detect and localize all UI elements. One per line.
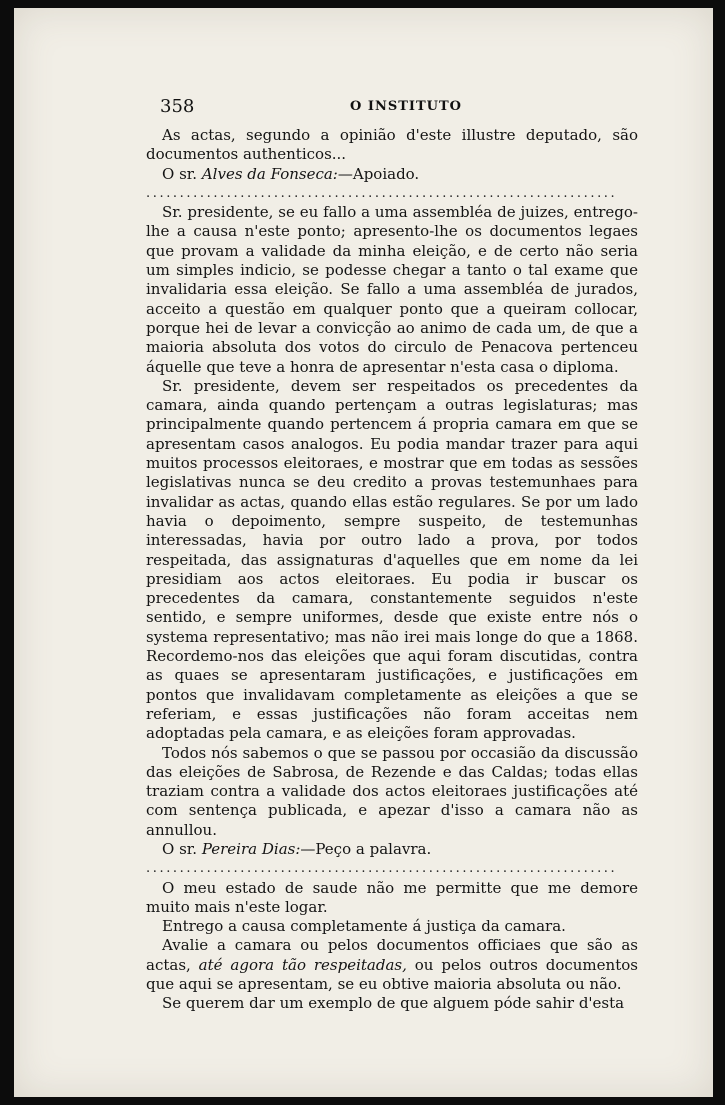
speaker-name: Alves da Fonseca: xyxy=(201,164,338,183)
paragraph: Sr. presidente, se eu fallo a uma assembléa de juizes, entrego-lhe a causa n'este ponto; apresento-lhe os documentos legaes que provam a validade da minha eleição, e de certo não seria um simples indicio, se podesse chegar a tanto o tal exame que invalidaria essa eleição. Se fallo a uma assembléa de jurados, acceito a questão em qualquer ponto que a queiram collocar, porque hei de levar a convicção ao animo de cada um, de que a maioria absoluta dos votos do circulo de Penacova pertenceu áquelle que teve a honra de apresentar n'esta casa o diploma. xyxy=(146,203,638,376)
paragraph: As actas, segundo a opinião d'este illustre deputado, são documentos authenticos... xyxy=(146,126,638,164)
paragraph: O meu estado de saude não me permitte que me demore muito mais n'este logar. xyxy=(146,878,638,916)
remark-text: —Peço a palavra. xyxy=(300,839,432,858)
paragraph: Todos nós sabemos o que se passou por occasião da discussão das eleições de Sabrosa, de Rezende e das Caldas; todas ellas traziam contra a validade dos actos eleitoraes justificações até com sentença publicada, e apezar d'isso a camara não as annullou. xyxy=(146,743,638,839)
page-header xyxy=(160,96,652,122)
remark-text: —Apoiado. xyxy=(337,164,420,183)
text-span: ou pelos outros documentos que aqui se apresentam, se eu obtive maioria absoluta ou não. xyxy=(146,955,638,994)
running-title: O INSTITUTO xyxy=(350,99,462,114)
italic-phrase: até agora tão respeitadas, xyxy=(198,955,407,974)
speaker-remark xyxy=(146,165,638,184)
speaker-name: Pereira Dias: xyxy=(201,839,301,858)
paragraph: Sr. presidente, devem ser respeitados os precedentes da camara, ainda quando pertençam a outras legislaturas; mas principalmente quando pertencem á propria camara em que se apresentam casos analogos. Eu podia mandar trazer para aqui muitos processos eleitoraes, e mostrar que em todas as sessões legislativas nunca se deu credito a provas testemunhaes para invalidar as actas, quando ellas estão regulares. Se por um lado havia o depoimento, sempre suspeito, de testemunhas interessadas, havia por outro lado a prova, por todos respeitada, das assignaturas d'aquelles que em nome da lei presidiam aos actos eleitoraes. Eu podia ir buscar os precedentes da camara, constantemente seguidos n'este sentido, e sempre uniformes, desde que existe entre nós o systema representativo; mas não irei mais longe do que a 1868. Recordemo-nos das eleições que aqui foram discutidas, contra as quaes se apresentaram justificações, e justificações em pontos que invalidavam completamente as eleições a que se referiam, e essas justificações não foram acceitas nem adoptadas pela camara, e as eleições foram approvadas. xyxy=(146,376,638,743)
speaker-prefix: O sr. xyxy=(162,164,198,183)
text-span: Avalie a camara ou pelos documentos officiaes que são as actas, xyxy=(146,936,638,974)
speaker-prefix: O sr. xyxy=(162,839,198,858)
dotted-separator: ...................................................................... xyxy=(146,185,618,201)
paragraph: Se querem dar um exemplo de que alguem póde sahir d'esta xyxy=(162,994,625,1013)
paragraph xyxy=(146,936,638,994)
dotted-separator: ...................................................................... xyxy=(146,861,618,877)
page-number: 358 xyxy=(160,96,195,117)
body-text xyxy=(146,126,638,1014)
speaker-remark xyxy=(146,840,638,859)
paragraph: Entrego a causa completamente á justiça da camara. xyxy=(162,917,566,936)
